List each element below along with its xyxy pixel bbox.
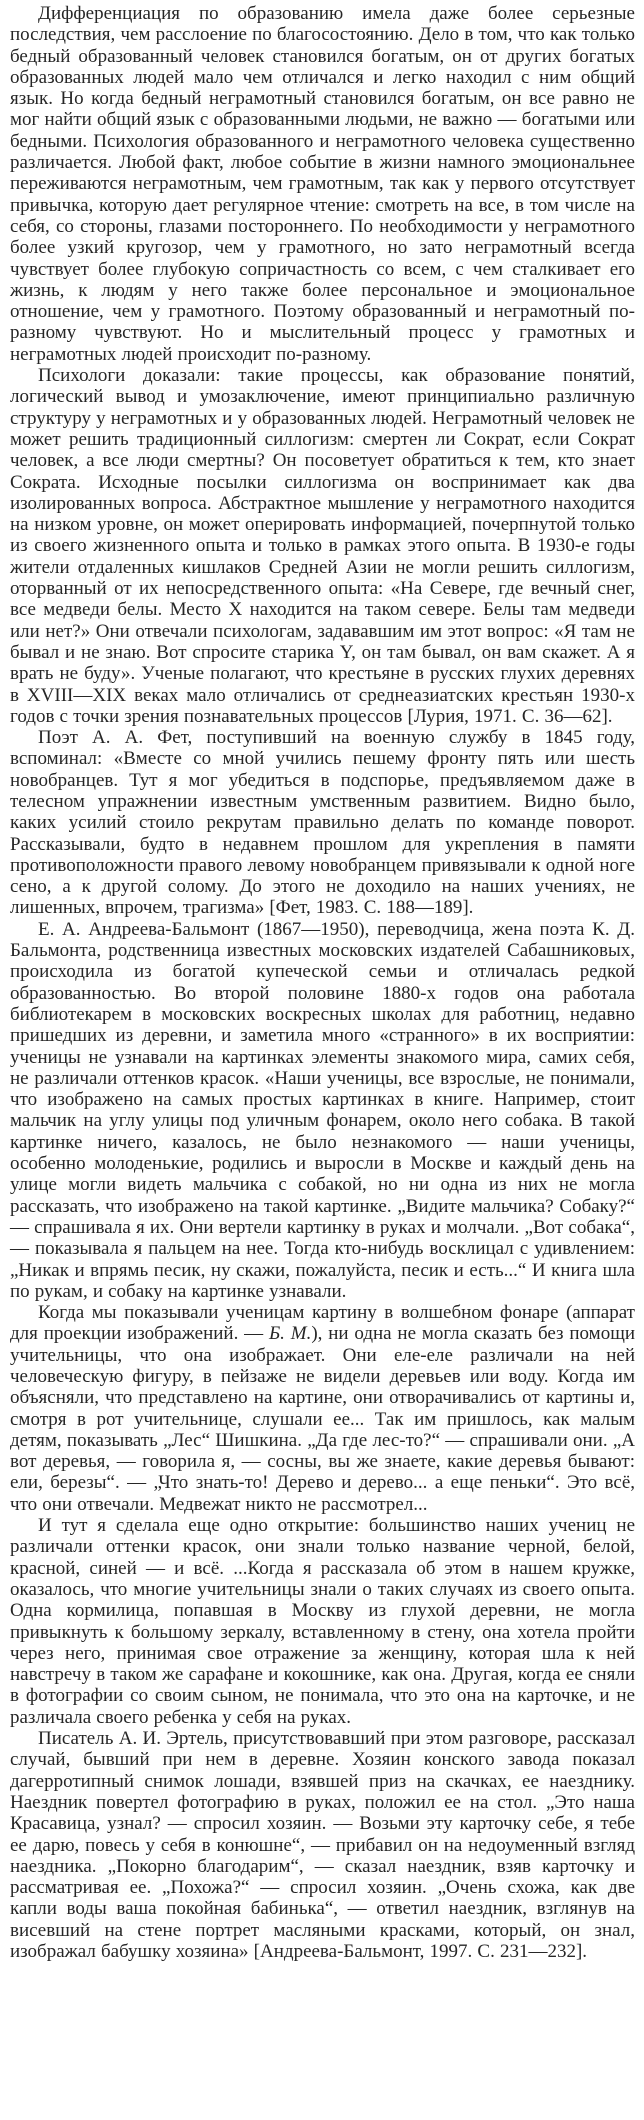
- paragraph-psychologists-syllogism: Психологи доказали: такие процессы, как образование понятий, логический вывод и умозаключение, имеют принципиально различную структуру у неграмотных и у образованных людей. Неграмотный человек не может решить традиционный силлогизм: смертен ли Сократ, если Сократ человек, а все люди смертны? Он посоветует обратиться к тем, кто знает Сократа. Исходные посылки силлогизма он воспринимает как два изолированных вопроса. Абстрактное мышление у неграмотного находится на низком уровне, он может оперировать информацией, почерпнутой только из своего жизненного опыта и только в рамках этого опыта. В 1930-е годы жители отдаленных кишлаков Средней Азии не могли решить силлогизм, оторванный от их непосредственного опыта: «На Севере, где вечный снег, все медведи белы. Место X находится на таком севере. Белы там медведи или нет?» Они отвечали психологам, задававшим им этот вопрос: «Я там не бывал и не знаю. Вот спросите старика Y, он там бывал, он вам скажет. А я врать не буду». Ученые полагают, что крестьяне в русских глухих деревнях в XVIII—XIX веках мало отличались от среднеазиатских крестьян 1930-х годов с точки зрения познавательных процессов [Лурия, 1971. С. 36—62].: [10, 365, 635, 727]
- paragraph-writer-ertel-horse: Писатель А. И. Эртель, присутствовавший при этом разговоре, рассказал случай, бывший при нем в деревне. Хозяин конского завода показал дагерротипный снимок лошади, взявшей приз на скачках, ее наезднику. Наездник повертел фотографию в руках, положил ее на стол. „Это наша Красавица, узнал? — спросил хозяин. — Возьми эту карточку себе, я тебе ее дарю, повесь у себя в конюшне“, — прибавил он на недоуменный взгляд наездника. „Покорно благодарим“, — сказал наездник, взяв карточку и рассматривая ее. „Похожа?“ — спросил хозяин. „Очень схожа, как две капли воды ваша покойная бабинька“, — ответил наездник, взглянув на висевший на стене портрет масляными красками, который, он знал, изображал бабушку хозяина» [Андреева-Бальмонт, 1997. С. 231—232].: [10, 1728, 635, 1963]
- paragraph-andreeva-balmont: Е. А. Андреева-Бальмонт (1867—1950), переводчица, жена поэта К. Д. Бальмонта, родственница известных московских издателей Сабашниковых, происходила из богатой купеческой семьи и отличалась редкой образованностью. Во второй половине 1880-х годов она работала библиотекарем в московских воскресных школах для работниц, недавно пришедших из деревни, и заметила много «странного» в их восприятии: ученицы не узнавали на картинках элементы знакомого мира, самих себя, не различали оттенков красок. «Наши ученицы, все взрослые, не понимали, что изображено на самых простых картинках в книге. Например, стоит мальчик на углу улицы под уличным фонарем, около него собака. В такой картинке ничего, казалось, не было незнакомого — наши ученицы, особенно молоденькие, родились и выросли в Москве и каждый день на улице могли видеть мальчика с собакой, но ни одна из них не могла рассказать, что изображено на такой картинке. „Видите мальчика? Собаку?“ — спрашивала я их. Они вертели картинку в руках и молчали. „Вот собака“, — показывала я пальцем на нее. Тогда кто-нибудь восклицал с удивлением: „Никак и впрямь песик, ну скажи, пожалуйста, песик и есть...“ И книга шла по рукам, и собаку на картинке узнавали.: [10, 918, 635, 1302]
- paragraph-poet-fet-memoir: Поэт А. А. Фет, поступивший на военную службу в 1845 году, вспоминал: «Вместе со мной учились пешему фронту пять или шесть новобранцев. Тут я мог убедиться в подспорье, предъявляемом даже в телесном упражнении известным умственным развитием. Видно было, каких усилий стоило рекрутам правильно делать по команде поворот. Рассказывали, будто в недавнем прошлом для укрепления в памяти противоположности правого левому новобранцем привязывали к одной ноге сено, а к другой солому. До этого не доходило на наших учениях, не лишенных, впрочем, трагизма» [Фет, 1983. С. 188—189].: [10, 727, 635, 919]
- paragraph-magic-lantern-text: Когда мы показывали ученицам картину в волшебном фонаре (аппарат для проекции изображений. —: [10, 1302, 635, 1345]
- paragraph-differentiation-by-education: Дифференциация по образованию имела даже более серьезные последствия, чем расслоение по благосостоянию. Дело в том, что как только бедный образованный человек становился богатым, он от других богатых образованных людей мало чем отличался и легко находил с ним общий язык. Но когда бедный неграмотный становился богатым, он все равно не мог найти общий язык с образованными людьми, не важно — богатыми или бедными. Психология образованного и неграмотного человека существенно различается. Любой факт, любое событие в жизни намного эмоциональнее переживаются неграмотным, чем грамотным, так как у первого отсутствует привычка, которую дает регулярное чтение: смотреть на все, в том числе на себя, со стороны, глазами постороннего. По необходимости у неграмотного более узкий кругозор, чем у грамотного, но зато неграмотный всегда чувствует более глубокую сопричастность со всем, с чем сталкивает его жизнь, к людям у него также более персональное и эмоциональное отношение, чем у грамотного. Поэтому образованный и неграмотный по-разному чувствуют. Но и мыслительный процесс у грамотных и неграмотных людей происходит по-разному.: [10, 3, 635, 365]
- editor-initials-italic: Б. М.: [268, 1323, 312, 1345]
- paragraph-magic-lantern-text-cont: ), ни одна не могла сказать без помощи учительницы, что она изображает. Они еле-еле различали на ней человеческую фигуру, в пейзаже не видели деревьев или воду. Когда им объясняли, что представлено на картине, они отворачивались от картины и, смотря в рот учительнице, слушали ее... Так им пришлось, как малым детям, показывать „Лес“ Шишкина. „Да где лес-то?“ — спрашивали они. „А вот деревья, — говорила я, — сосны, вы же знаете, какие деревья бывают: ели, березы“. — „Что знать-то! Дерево и дерево... а еще пеньки“. Это всё, что они отвечали. Медвежат никто не рассмотрел...: [10, 1323, 636, 1515]
- paragraph-magic-lantern: [10, 1302, 635, 1515]
- paragraph-color-discovery: И тут я сделала еще одно открытие: большинство наших учениц не различали оттенки красок, они знали только название черной, белой, красной, синей — и всё. ...Когда я рассказала об этом в нашем кружке, оказалось, что многие учительницы знали о таких случаях из своего опыта. Одна кормилица, попавшая в Москву из глухой деревни, не могла привыкнуть к большому зеркалу, вставленному в стену, она хотела пройти через него, принимая свое отражение за женщину, которая шла к ней навстречу в таком же сарафане и кокошнике, как она. Другая, когда ее сняли в фотографии со своим сыном, не понимала, что это она на карточке, и не различала своего ребенка у себя на руках.: [10, 1515, 635, 1728]
